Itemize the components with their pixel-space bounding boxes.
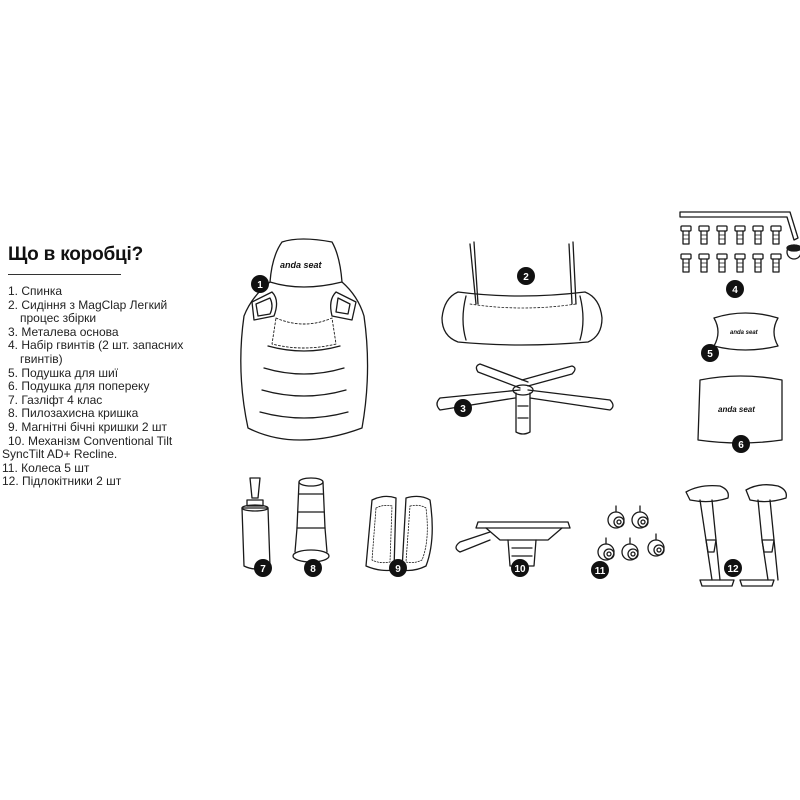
badge-4 <box>726 280 744 298</box>
badge-6 <box>732 435 750 453</box>
badge-5 <box>701 344 719 362</box>
badge-8 <box>304 559 322 577</box>
badge-10 <box>511 559 529 577</box>
caster-wheel <box>632 506 648 528</box>
list-item-continuation: SyncTilt AD+ Recline. <box>2 447 118 462</box>
screw <box>699 226 709 244</box>
svg-text:10: 10 <box>514 564 526 575</box>
svg-text:1: 1 <box>257 280 263 291</box>
screw <box>771 254 781 272</box>
screw <box>717 226 727 244</box>
list-item: 11. Колеса 5 шт <box>2 460 90 475</box>
svg-text:2: 2 <box>523 272 529 283</box>
list-item: 1. Спинка <box>8 284 63 298</box>
svg-text:8: 8 <box>310 564 316 575</box>
svg-text:4: 4 <box>732 285 738 296</box>
screw-set-illustration <box>680 212 800 272</box>
screw <box>753 254 763 272</box>
screw <box>681 254 691 272</box>
caster-wheel <box>608 506 624 528</box>
svg-text:11: 11 <box>594 566 606 577</box>
list-item: 8. Пилозахисна кришка <box>8 406 139 421</box>
badge-3 <box>454 399 472 417</box>
lumbar-pillow-illustration <box>698 376 782 443</box>
list-item: 4. Набір гвинтів (2 шт. запасних гвинтів) <box>8 338 184 366</box>
gas-lift-illustration <box>242 478 270 569</box>
svg-text:3: 3 <box>460 404 466 415</box>
screw <box>735 226 745 244</box>
tilt-mechanism-illustration <box>456 522 570 566</box>
casters-illustration <box>598 506 664 560</box>
list-item: 12. Підлокітники 2 шт <box>2 474 122 489</box>
screw <box>717 254 727 272</box>
caster-wheel <box>598 538 614 560</box>
screw <box>771 226 781 244</box>
svg-text:12: 12 <box>727 564 739 575</box>
dust-cover-illustration <box>293 478 329 562</box>
list-item: 3. Металева основа <box>8 324 119 339</box>
list-item: 6. Подушка для попереку <box>8 379 150 394</box>
svg-text:5: 5 <box>707 349 713 360</box>
screw <box>681 226 691 244</box>
brand-logo: anda seat <box>730 330 758 336</box>
backrest-illustration <box>241 239 368 440</box>
caster-wheel <box>648 534 664 556</box>
brand-logo: anda seat <box>718 405 755 414</box>
list-item: 7. Газліфт 4 клас <box>8 392 103 407</box>
svg-text:6: 6 <box>738 440 744 451</box>
list-item: 2. Сидіння з MagClap Легкий процес збірки <box>8 297 168 326</box>
screw <box>735 254 745 272</box>
svg-text:9: 9 <box>395 564 401 575</box>
caster-wheel <box>622 538 638 560</box>
badge-9 <box>389 559 407 577</box>
badge-7 <box>254 559 272 577</box>
screw <box>753 226 763 244</box>
metal-base-illustration <box>437 364 613 434</box>
list-item: 9. Магнітні бічні кришки 2 шт <box>8 419 168 434</box>
badge-1 <box>251 275 269 293</box>
list-item-text: 10. Механізм Conventional Tilt <box>8 433 173 448</box>
badge-11 <box>591 561 609 579</box>
brand-logo: anda seat <box>280 260 322 270</box>
seat-illustration <box>442 242 602 345</box>
badge-12 <box>724 559 742 577</box>
badge-2 <box>517 267 535 285</box>
page-title: Що в коробці? <box>8 244 143 265</box>
screw <box>699 254 709 272</box>
svg-text:7: 7 <box>260 564 266 575</box>
list-item: 5. Подушка для шиї <box>8 365 119 380</box>
neck-pillow-illustration <box>714 313 778 350</box>
